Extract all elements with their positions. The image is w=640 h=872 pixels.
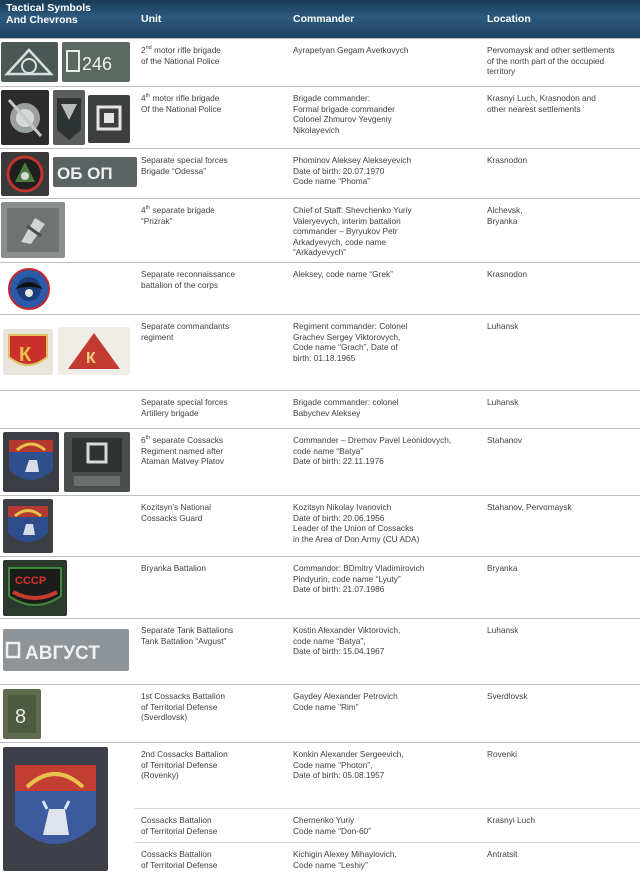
tactical-square-image (88, 95, 130, 143)
table-row (0, 556, 640, 618)
unit-text: of Territorial Defense (141, 825, 218, 836)
commander-text: Date of birth: 21.07.1986 (293, 584, 385, 595)
commander-text: Chief of Staff: Shevchenko Yuriy (293, 205, 412, 215)
k-letter-text: К (19, 344, 32, 366)
unit-text: 1st Cossacks Battalion (141, 691, 225, 701)
commander-text: Formal brigade commander (293, 103, 395, 114)
commander-text: commander – Byryukov Petr (293, 226, 398, 237)
commander-text: Brigade commander: colonel (293, 397, 399, 407)
commander-text: Code name “Phoma” (293, 176, 371, 187)
location-text: Rovenki (487, 749, 517, 759)
unit-text: battalion of the corps (141, 279, 219, 290)
unit-text: of the National Police (141, 55, 220, 66)
commander-text: Code name “Grach”, Date of (293, 342, 398, 353)
chevron-rovenky-image (3, 747, 108, 871)
unit-text: Cossacks Battalion (141, 815, 212, 825)
commander-text: Chernenko Yuriy (293, 815, 355, 825)
table-row (135, 842, 640, 872)
commander-text: Code name “Don-60” (293, 825, 371, 836)
unit-text: Artillery brigade (141, 407, 199, 418)
unit-text: Separate commandants (141, 321, 230, 331)
commander-text: Leader of the Union of Cossacks (293, 523, 414, 534)
commander-text: Date of birth: 20.07.1970 (293, 165, 385, 176)
table-row (0, 428, 640, 495)
location-text: Krasnyi Luch, Krasnodon and (487, 93, 596, 103)
unit-text: “Prizrak” (141, 215, 173, 226)
commander-text: Aleksey, code name “Grek” (293, 269, 393, 279)
commander-text: code name “Batya” (293, 445, 364, 456)
unit-text: regiment (141, 331, 174, 342)
location-text: other nearest settlements (487, 103, 581, 114)
unit-text: Separate Tank Battalions (141, 625, 234, 635)
unit-text: Ataman Matvey Platov (141, 456, 225, 467)
commander-text: in the Area of Don Army (CU ADA) (293, 533, 420, 544)
commander-text: Valeryevych, interim battalion (293, 215, 401, 226)
chevron-recon-image (7, 267, 51, 311)
commander-text: birth: 01.18.1965 (293, 352, 356, 363)
commander-text: Brigade commander: (293, 93, 371, 103)
table-row (135, 808, 640, 842)
location-text: Stahanov (487, 435, 523, 445)
table-header (0, 0, 640, 38)
unit-text: of Territorial Defense (141, 759, 218, 770)
location-text: Luhansk (487, 625, 519, 635)
unit-text: 6th separate Cossacks (141, 435, 224, 445)
unit-text: 2nd Cossacks Battalion (141, 749, 228, 759)
commander-text: Date of birth: 20.06.1956 (293, 512, 385, 523)
unit-text: of Territorial Defense (141, 701, 218, 712)
commander-text: Babychev Aleksey (293, 407, 361, 418)
avgust-text: АВГУСТ (25, 643, 100, 664)
commander-text: Kozitsyn Nikolay Ivanovich (293, 502, 392, 512)
commander-text: Phominov Aleksey Alekseyevich (293, 155, 412, 165)
commander-text: Kichigin Alexey Mihaylovich, (293, 849, 397, 859)
commander-text: Konkin Alexander Sergeevich, (293, 749, 404, 759)
unit-text: Cossacks Battalion (141, 849, 212, 859)
eight-text: 8 (15, 706, 27, 728)
table-row (0, 86, 640, 148)
commander-text: Ayrapetyan Gegam Avetkovych (293, 45, 409, 55)
header-unit: Unit (141, 13, 162, 25)
tactical-letters-image (53, 157, 137, 187)
location-text: Sverdlovsk (487, 691, 528, 701)
commander-text: Date of birth: 05.08.1957 (293, 770, 385, 781)
tactical-number-text: 246 (82, 54, 113, 74)
commander-text: code name “Batya”, (293, 635, 366, 646)
commander-text: “Arkadyevych” (293, 247, 347, 258)
unit-text: 4th separate brigade (141, 205, 215, 215)
chevron-k-shield-image (3, 329, 53, 375)
chevron-cossack-guard-image (3, 499, 53, 553)
commander-text: Nikolayevich (293, 124, 340, 135)
commander-text: Pindyurin, code name “Lyuty” (293, 573, 401, 584)
commander-text: Colonel Zhmurov Yevgeniy (293, 114, 392, 125)
table-row (0, 742, 640, 808)
unit-text: Separate special forces (141, 155, 228, 165)
unit-text: Cossacks Guard (141, 512, 203, 523)
table-row (0, 495, 640, 556)
unit-text: 2nd motor rifle brigade (141, 45, 221, 55)
commander-text: Code name “Rim” (293, 701, 359, 712)
commander-text: Arkadyevych, code name (293, 236, 387, 247)
unit-text: Separate special forces (141, 397, 228, 407)
chevron-emblem-image (1, 90, 49, 145)
commander-text: Date of birth: 22.11.1976 (293, 456, 384, 467)
unit-text: Kozitsyn’s National (141, 502, 211, 512)
location-text: Pervomaysk and other settlements (487, 45, 615, 55)
unit-text: of Territorial Defense (141, 859, 218, 870)
tactical-avgust-image (3, 629, 129, 671)
unit-text: Brigade “Odessa” (141, 165, 207, 176)
commander-text: Commander – Dremov Pavel Leonidovych, (293, 435, 452, 445)
table-row (0, 684, 640, 742)
tactical-vehicle-image (64, 432, 130, 492)
unit-text: (Sverdlovsk) (141, 712, 188, 723)
table-row (0, 198, 640, 262)
tactical-eight-image (3, 689, 41, 739)
unit-text: Separate reconnaissance (141, 269, 236, 279)
commander-text: Code name “Photon”, (293, 759, 373, 770)
tactical-number-image (62, 42, 130, 82)
commander-text: Date of birth: 15.04.1967 (293, 646, 385, 657)
location-text: Bryanka (487, 215, 518, 226)
table-row (0, 148, 640, 198)
location-text: Krasnyi Luch (487, 815, 535, 825)
location-text: Luhansk (487, 397, 519, 407)
unit-text: Regiment named after (141, 445, 224, 456)
unit-text: Tank Battalion “Avgust” (141, 635, 227, 646)
commander-text: Gaydey Alexander Petrovich (293, 691, 398, 701)
table-row (0, 262, 640, 314)
header-symbols (0, 0, 135, 38)
location-text: Krasnodon (487, 269, 528, 279)
chevron-round-image (1, 152, 49, 196)
chevron-shield-image (53, 90, 85, 145)
header-symbols-line1: Tactical Symbols (6, 2, 92, 14)
location-text: Bryanka (487, 563, 518, 573)
location-text: of the north part of the occupied (487, 55, 605, 66)
tactical-letters-text: ОБ ОП (57, 164, 113, 183)
location-text: territory (487, 66, 516, 77)
location-text: Krasnodon (487, 155, 528, 165)
location-text: Stahanov, Pervomaysk (487, 502, 572, 512)
commander-text: Kostin Alexander Viktorovich, (293, 625, 401, 635)
header-commander: Commander (293, 13, 355, 25)
chevron-bryanka-image (3, 560, 67, 616)
commander-text: Regiment commander: Colonel (293, 321, 408, 331)
chevron-triangle-image (1, 42, 58, 82)
table-row (0, 314, 640, 390)
commander-text: Commandor: BDmitry Vladimirovich (293, 563, 425, 573)
k-letter-text-2: К (86, 350, 96, 367)
location-text: Antratsit (487, 849, 518, 859)
commander-text: Grachev Sergey Viktorovych, (293, 331, 401, 342)
unit-text: 4th motor rifle brigade (141, 93, 220, 103)
table-row (0, 38, 640, 86)
chevron-k-triangle-image (58, 327, 130, 375)
header-symbols-line2: And Chevrons (6, 14, 78, 26)
commander-text: Code name “Leshiy” (293, 859, 368, 870)
chevron-cossack-image (3, 432, 59, 492)
unit-text: Bryanka Battalion (141, 563, 207, 573)
unit-text: (Rovenky) (141, 770, 179, 781)
table-row (0, 390, 640, 428)
unit-text: Of the National Police (141, 103, 222, 114)
header-location: Location (487, 13, 531, 25)
location-text: Alchevsk, (487, 205, 523, 215)
cccp-text: СССР (15, 575, 47, 587)
location-text: Luhansk (487, 321, 519, 331)
table-row (0, 618, 640, 684)
tactical-ghost-image (1, 202, 65, 258)
